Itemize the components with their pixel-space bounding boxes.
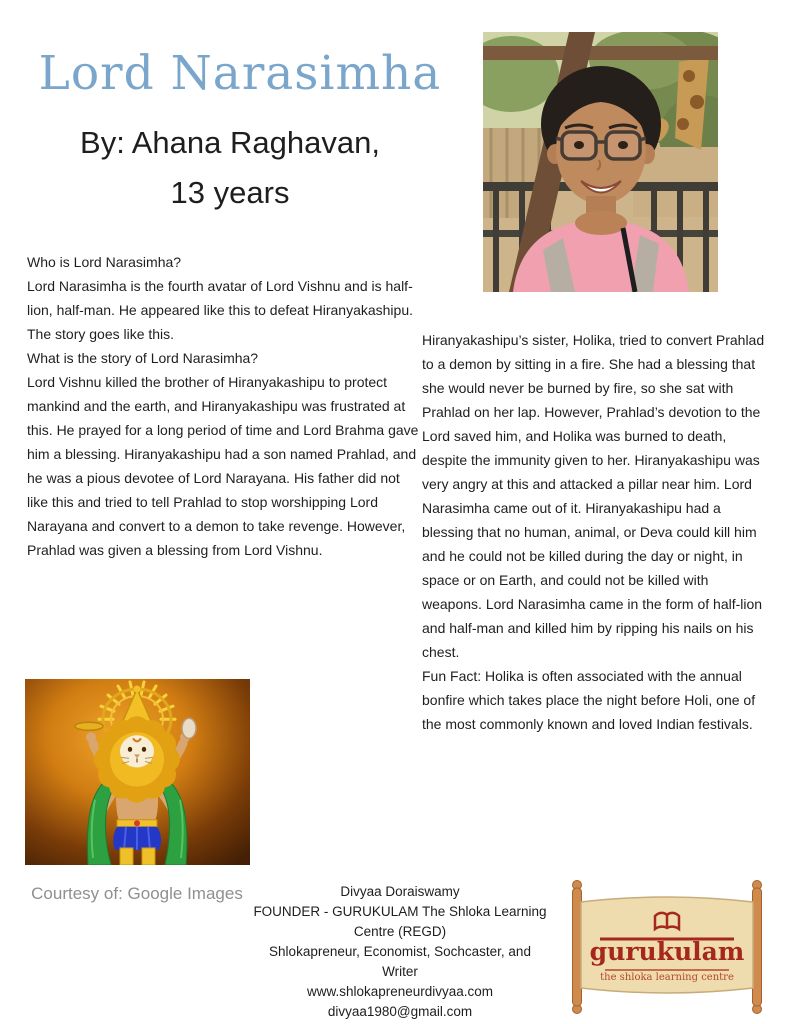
narasimha-image [25, 679, 250, 865]
gurukulam-logo [568, 876, 766, 1018]
logo-wordmark: gurukulam [589, 937, 745, 966]
right-column [422, 328, 768, 736]
conch [182, 718, 196, 738]
author-photo [483, 32, 718, 292]
left-column [27, 250, 423, 562]
byline-age: 13 years [170, 175, 290, 210]
left-paragraph-1: Lord Narasimha is the fourth avatar of Lord Vishnu and is half-lion, half-man. He appeared like this to defeat Hiranyakashipu. The story goes like this. [27, 278, 413, 342]
left-paragraph-2: Lord Vishnu killed the brother of Hiranyakashipu to protect mankind and the earth, and Hiranyakashipu was frustrated at this. He prayed for a long period of time and Lord Brahma gave him a blessing. Hiranyakashipu had a son named Prahlad, and he was a pious devotee of Lord Narayana. His father did not like this and tried to tell Prahlad to stop worshipping Lord Narayana and convert to a demon to take revenge. However, Prahlad was given a blessing from Lord Vishnu. [27, 374, 419, 558]
narasimha-illustration [25, 679, 250, 865]
byline [10, 118, 450, 218]
right-paragraph-2: Fun Fact: Holika is often associated with the annual bonfire which takes place the night before Holi, one of the most commonly known and loved Indian festivals. [422, 668, 756, 732]
footer-line-titles-2: Writer [382, 964, 418, 979]
footer-contact [235, 882, 565, 1022]
footer-line-role-2: Centre (REGD) [353, 924, 447, 939]
author-photo-illustration [483, 32, 718, 292]
right-paragraph-1: Hiranyakashipu’s sister, Holika, tried to convert Prahlad to a demon by sitting in a fire. She had a blessing that she would never be burned by fire, so she sat with Prahlad on her lap. However, Prahlad’s devotion to the Lord saved him, and Holika was burned to death, despite the immunity given to her. Hiranyakashipu was very angry at this and attacked a pillar near him. Lord Narasimha came out of it. Hiranyakashipu had a blessing that no human, animal, or Deva could kill him and he could not be killed during the day or night, in space or on Earth, and could not be killed with weapons. Lord Narasimha came in the form of half-lion and half-man and killed him by ripping his nails on his chest. [422, 332, 765, 660]
gurukulam-logo-illustration [568, 876, 766, 1018]
question-heading-1: Who is Lord Narasimha? [27, 254, 182, 270]
logo-tagline: the shloka learning centre [600, 972, 734, 983]
footer-email: divyaa1980@gmail.com [327, 1004, 473, 1019]
lion-face [120, 735, 154, 767]
footer-line-titles-1: Shlokapreneur, Economist, Sochcaster, and [269, 944, 531, 959]
question-heading-2: What is the story of Lord Narasimha? [27, 350, 259, 366]
footer-website: www.shlokapreneurdivyaa.com [306, 984, 494, 999]
image-credit-caption: Courtesy of: Google Images [31, 884, 243, 903]
footer-line-name: Divyaa Doraiswamy [340, 884, 460, 899]
chakra-discus [75, 722, 103, 730]
byline-author: By: Ahana Raghavan, [80, 125, 380, 160]
footer-line-role-1: FOUNDER - GURUKULAM The Shloka Learning [253, 904, 547, 919]
page-title: Lord Narasimha [38, 46, 442, 101]
